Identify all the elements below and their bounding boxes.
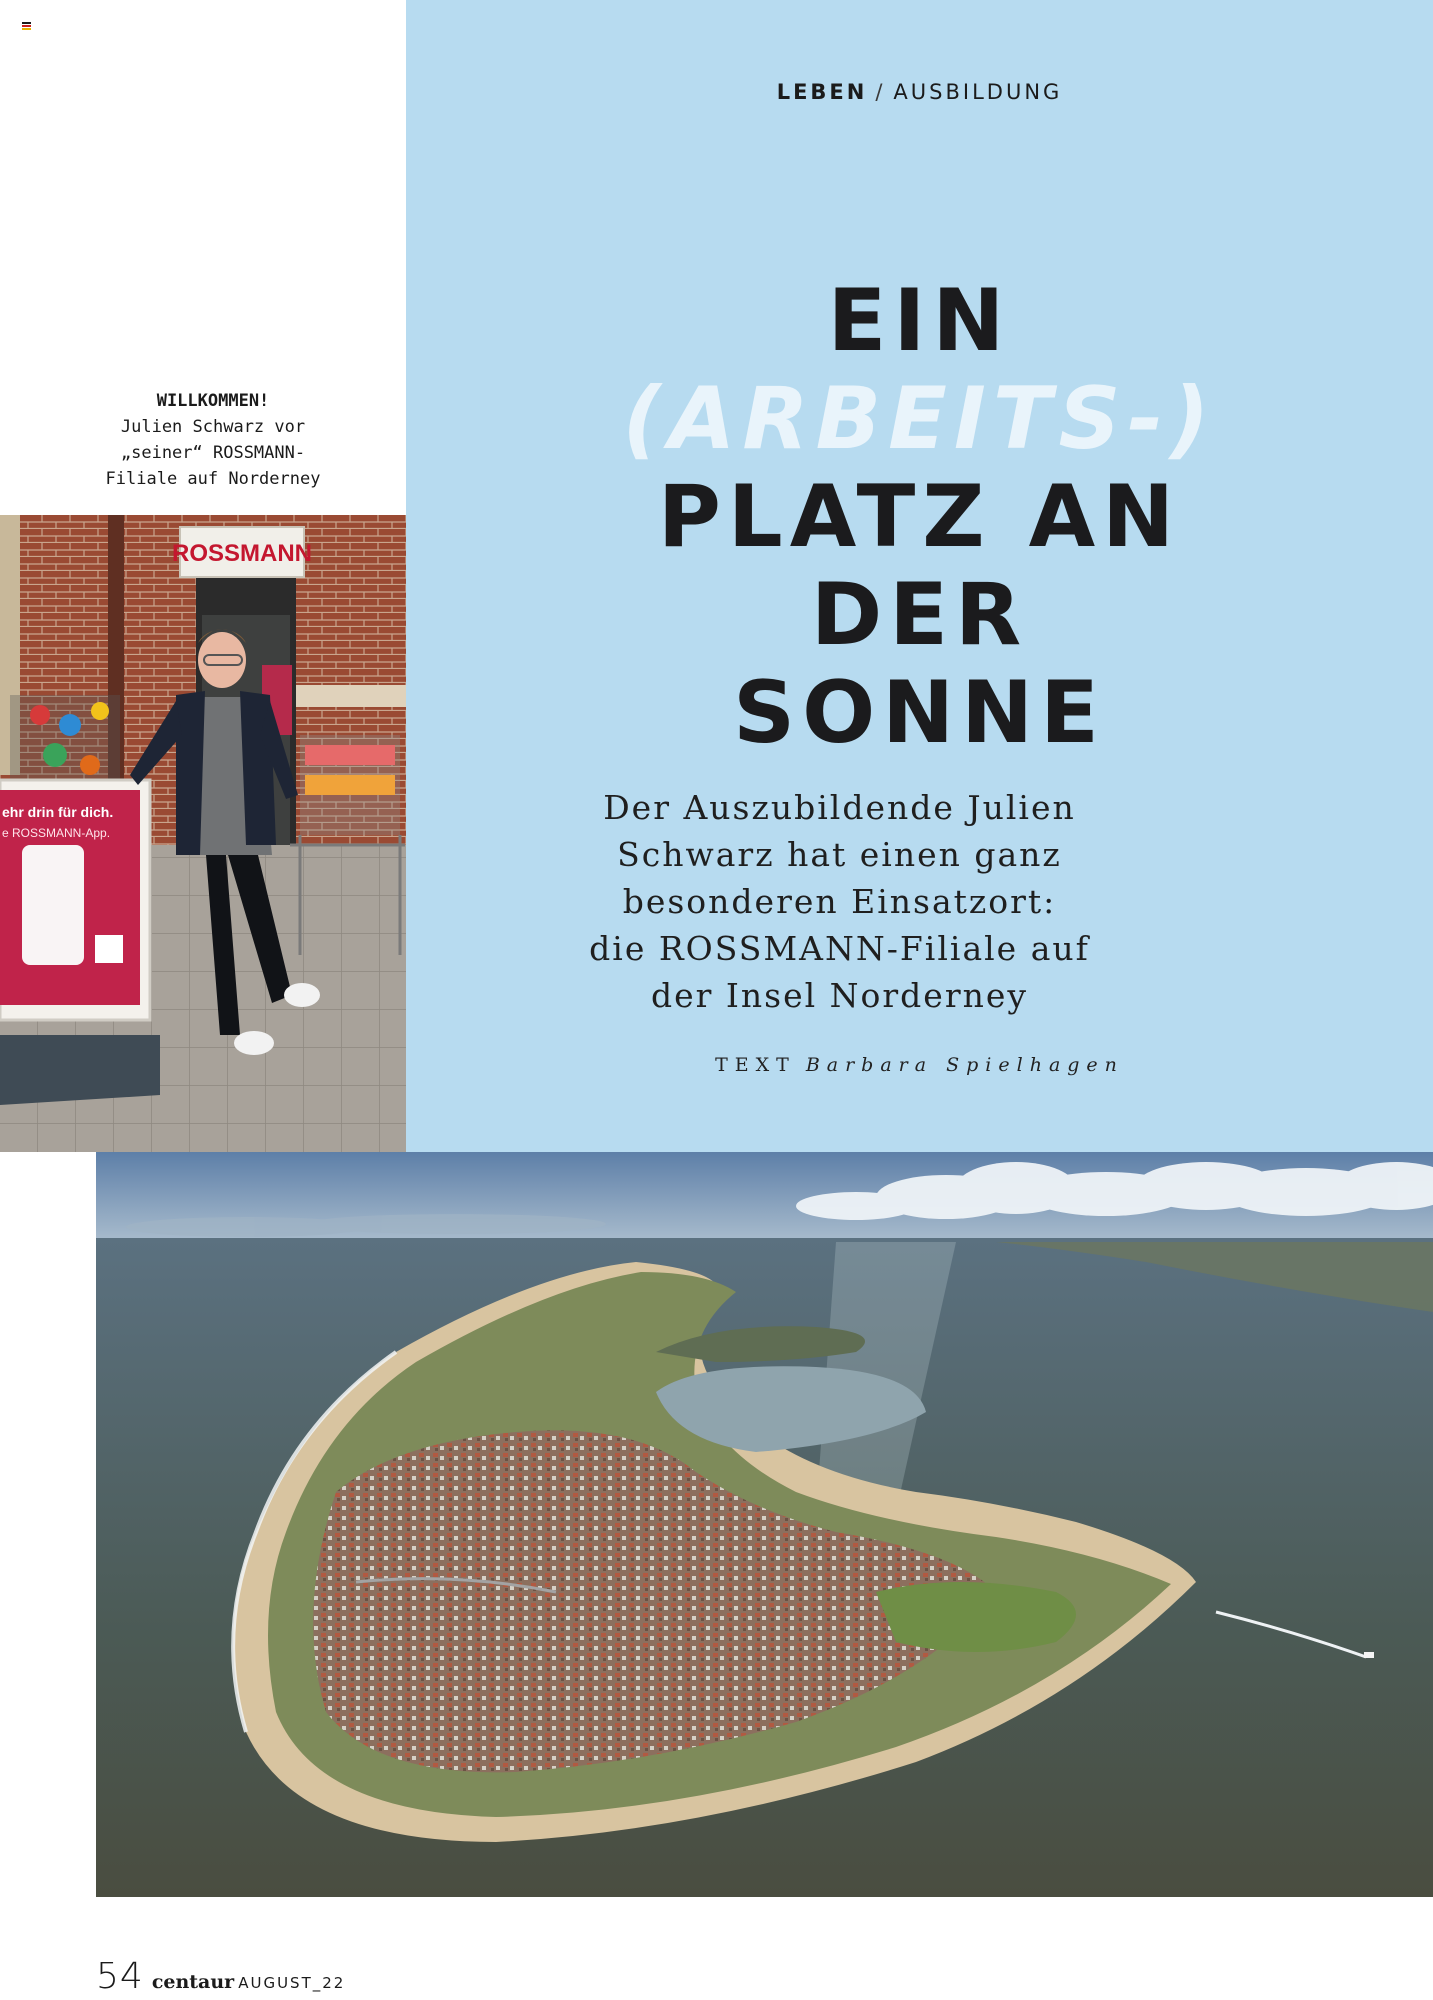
subsection-name: AUSBILDUNG <box>893 80 1063 104</box>
caption-line: Julien Schwarz vor <box>120 417 306 437</box>
caption-line: Filiale auf Norderney <box>105 469 321 489</box>
poster-headline: ehr drin für dich. <box>2 804 114 820</box>
byline <box>406 1054 1433 1076</box>
headline-line: SONNE <box>733 663 1106 763</box>
headline-line: DER <box>810 565 1029 665</box>
lead-line: Der Auszubildende Julien <box>603 788 1076 827</box>
headline-line: EIN <box>827 271 1012 371</box>
store-sign: ROSSMANN <box>171 540 313 567</box>
magazine-name: centaur <box>151 1971 235 1993</box>
lead-line: der Insel Norderney <box>650 976 1029 1015</box>
store-photo <box>0 515 406 1152</box>
byline-author: Barbara Spielhagen <box>805 1054 1124 1076</box>
page-footer <box>96 1956 345 1996</box>
section-separator: / <box>875 80 886 104</box>
lead-line: die ROSSMANN-Filiale auf <box>589 929 1090 968</box>
lead-line: besonderen Einsatzort: <box>622 882 1057 921</box>
headline-line: PLATZ AN <box>657 467 1182 567</box>
article-headline <box>406 272 1433 762</box>
page-number: 54 <box>96 1956 144 1997</box>
lead-line: Schwarz hat einen ganz <box>617 835 1062 874</box>
poster-subline: e ROSSMANN-App. <box>2 826 111 840</box>
caption-line: „seiner“ ROSSMANN- <box>120 443 306 463</box>
section-label <box>406 80 1433 104</box>
island-aerial-photo <box>96 1152 1433 1897</box>
flag-icon <box>22 22 31 29</box>
headline-line-accent: (ARBEITS-) <box>622 369 1217 469</box>
photo-caption <box>70 388 356 492</box>
issue-label: AUGUST_22 <box>238 1974 346 1992</box>
caption-title: WILLKOMMEN! <box>156 391 270 411</box>
article-lead <box>556 784 1123 1019</box>
byline-label: TEXT <box>715 1054 796 1076</box>
section-name: LEBEN <box>776 80 868 104</box>
